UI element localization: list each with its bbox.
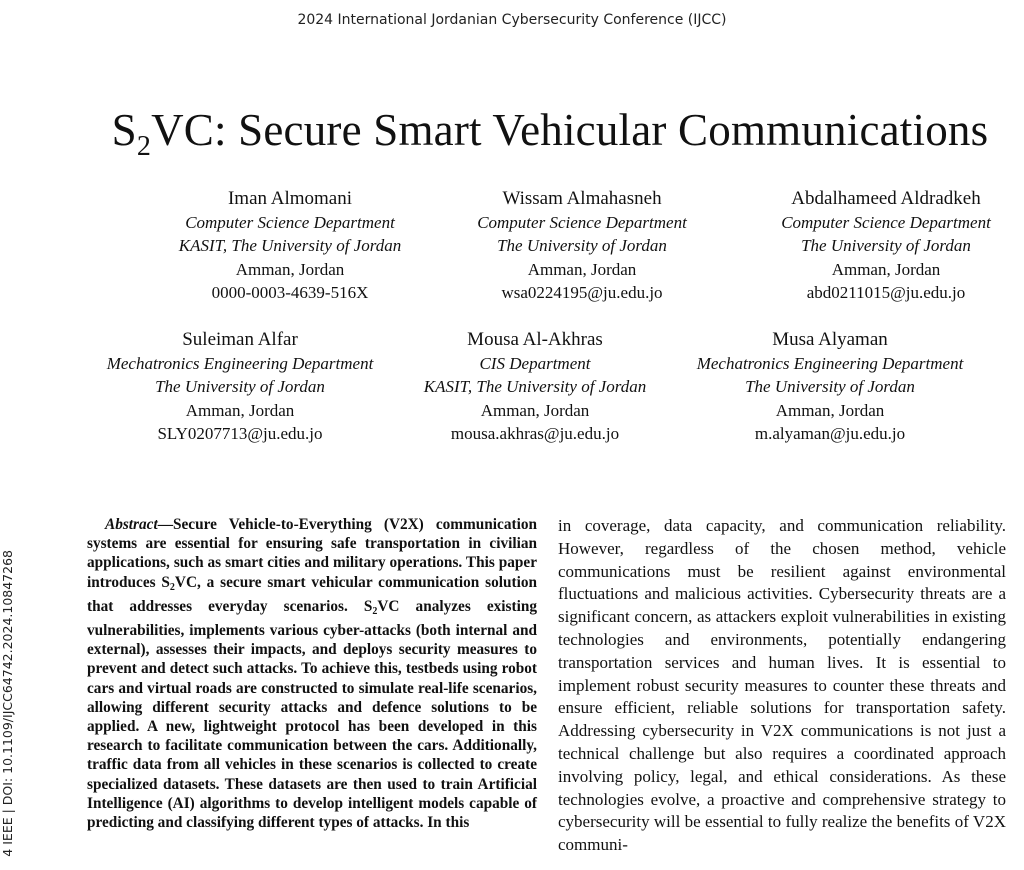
abstract-column (87, 515, 537, 832)
author-name: Abdalhameed Aldradkeh (791, 188, 981, 209)
author-location: Amman, Jordan (775, 400, 885, 420)
author-block (140, 187, 440, 305)
title-subscript: 2 (136, 131, 152, 162)
author-name: Wissam Almahasneh (502, 188, 662, 209)
author-name: Mousa Al-Akhras (467, 329, 603, 350)
author-institution: The University of Jordan (745, 377, 915, 396)
author-contact: 0000-0003-4639-516X (211, 283, 369, 302)
author-dept: Computer Science Department (781, 212, 991, 232)
abstract-paragraph (87, 515, 537, 832)
abstract-label: Abstract (105, 516, 158, 533)
author-location: Amman, Jordan (185, 400, 295, 420)
abstract-text: VC analyzes existing vulnerabilities, implements various cyber-attacks (both internal and external), assesses their impacts, and deploys security measures to prevent and detect such attacks. To achieve this, testbeds using robot cars and virtual roads are constructed to simulate real-life scenarios, allowing different security attacks and defence solutions to be applied. A new, lightweight protocol has been developed in this research to facilitate communication between the cars. Additionally, traffic data from all vehicles in these scenarios is collected to create specialized datasets. These datasets are then used to train Artificial Intelligence (AI) algorithms to develop intelligent models capable of predicting and classifying different types of attacks. In this (87, 597, 537, 832)
author-dept: Mechatronics Engineering Department (696, 353, 964, 373)
author-location: Amman, Jordan (527, 259, 637, 279)
author-institution: KASIT, The University of Jordan (178, 236, 402, 255)
author-block (80, 328, 400, 446)
subscript: 2 (169, 581, 175, 593)
author-institution: The University of Jordan (155, 377, 325, 396)
author-institution: The University of Jordan (801, 236, 971, 255)
author-location: Amman, Jordan (480, 400, 590, 420)
doi-sidebar: 4 IEEE | DOI: 10.1109/IJCC64742.2024.10847268 (0, 550, 15, 857)
author-name: Musa Alyaman (772, 329, 888, 350)
author-dept: Computer Science Department (477, 212, 687, 232)
author-institution: KASIT, The University of Jordan (423, 377, 647, 396)
author-location: Amman, Jordan (831, 259, 941, 279)
author-block (432, 187, 732, 305)
abstract-text: Secure Vehicle-to-Everything (V2X) communication systems are essential for ensuring safe transportation in civilian applications, such as smart cities and military operations. This paper introduces S (87, 516, 537, 591)
title-rest: VC: Secure Smart Vehicular Communications (151, 105, 989, 155)
author-contact: wsa0224195@ju.edu.jo (501, 283, 663, 302)
author-dept: Mechatronics Engineering Department (106, 353, 374, 373)
author-dept: Computer Science Department (185, 212, 395, 232)
title-prefix: S (111, 105, 137, 155)
author-name: Iman Almomani (227, 188, 352, 209)
conference-header: 2024 International Jordanian Cybersecurity Conference (IJCC) (297, 12, 727, 28)
author-block (736, 187, 1024, 305)
author-location: Amman, Jordan (235, 259, 345, 279)
author-contact: SLY0207713@ju.edu.jo (157, 424, 323, 443)
author-institution: The University of Jordan (497, 236, 667, 255)
author-dept: CIS Department (479, 353, 591, 373)
author-block (670, 328, 990, 446)
author-name: Suleiman Alfar (182, 329, 298, 350)
abstract-dash: — (157, 516, 173, 533)
body-paragraph: in coverage, data capacity, and communication reliability. However, regardless of the chosen method, vehicle communications must be resilient against environmental fluctuations and malicious activities. Cybersecurity threats are a significant concern, as attackers exploit vulnerabilities in existing technologies and environments, potentially endangering transportation services and human lives. It is essential to implement robust security measures to counter these threats and ensure efficient, reliable solutions for transportation safety. Addressing cybersecurity in V2X communications is not just a technical challenge but also requires a coordinated approach involving policy, legal, and ethical considerations. As these technologies evolve, a proactive and comprehensive strategy to cybersecurity will be essential to fully realize the benefits of V2X communi- (558, 516, 1006, 855)
author-contact: m.alyaman@ju.edu.jo (754, 424, 906, 443)
paper-title (60, 104, 1024, 163)
author-contact: mousa.akhras@ju.edu.jo (450, 424, 620, 443)
abstract-text: VC, a secure smart vehicular communication solution that addresses everyday scenarios. S (87, 573, 537, 615)
author-block (385, 328, 685, 446)
author-contact: abd0211015@ju.edu.jo (806, 283, 966, 302)
subscript: 2 (372, 605, 378, 617)
body-column (558, 515, 1006, 857)
